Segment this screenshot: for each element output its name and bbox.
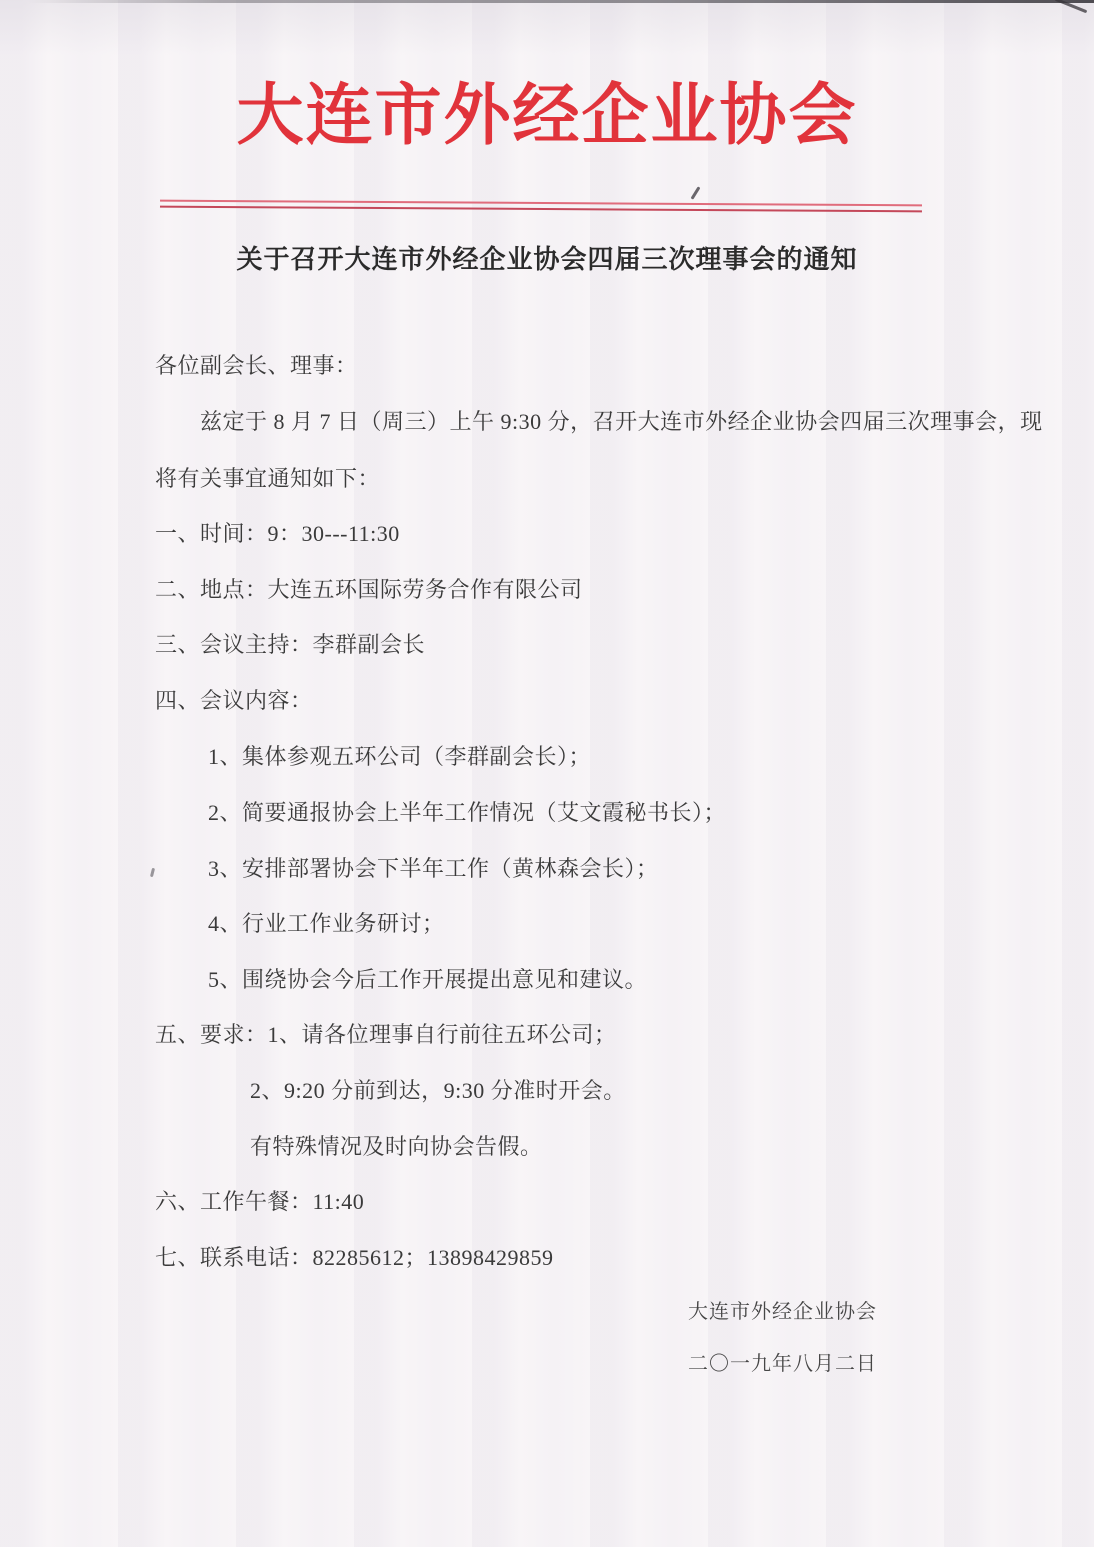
section-agenda-heading: 四、会议内容： xyxy=(155,688,313,713)
agenda-item: 2、简要通报协会上半年工作情况（艾文霞秘书长）； xyxy=(208,800,727,825)
salutation: 各位副会长、理事： xyxy=(155,353,358,378)
scanner-top-edge-artifact xyxy=(28,0,1094,3)
agenda-item: 1、集体参观五环公司（李群副会长）； xyxy=(208,744,592,769)
section-contact-phone: 七、联系电话：82285612；13898429859 xyxy=(155,1245,554,1270)
agenda-item: 4、行业工作业务研讨； xyxy=(208,911,445,936)
intro-paragraph-line1: 兹定于 8 月 7 日（周三）上午 9:30 分，召开大连市外经企业协会四届三次理事会，现 xyxy=(200,409,1043,434)
stray-ink-mark xyxy=(691,186,701,199)
section-place: 二、地点：大连五环国际劳务合作有限公司 xyxy=(155,577,583,602)
section-time: 一、时间：9：30---11:30 xyxy=(155,521,400,546)
requirement-line: 2、9:20 分前到达，9:30 分准时开会。 xyxy=(250,1078,626,1103)
letterhead-double-rule xyxy=(160,200,922,213)
signature-organization: 大连市外经企业协会 xyxy=(688,1301,877,1323)
intro-paragraph-line2: 将有关事宜通知如下： xyxy=(155,466,381,491)
notice-title: 关于召开大连市外经企业协会四届三次理事会的通知 xyxy=(236,244,858,274)
agenda-item: 5、围绕协会今后工作开展提出意见和建议。 xyxy=(208,967,648,992)
section-host: 三、会议主持：李群副会长 xyxy=(155,632,426,657)
section-lunch: 六、工作午餐：11:40 xyxy=(155,1189,365,1214)
stray-ink-mark xyxy=(150,868,155,877)
section-requirements: 五、要求：1、请各位理事自行前往五环公司； xyxy=(155,1022,617,1047)
requirement-line: 有特殊情况及时向协会告假。 xyxy=(250,1134,543,1159)
organization-letterhead-title: 大连市外经企业协会 xyxy=(236,79,858,153)
agenda-item: 3、安排部署协会下半年工作（黄林森会长）； xyxy=(208,856,659,881)
signature-date: 二〇一九年八月二日 xyxy=(688,1353,877,1375)
